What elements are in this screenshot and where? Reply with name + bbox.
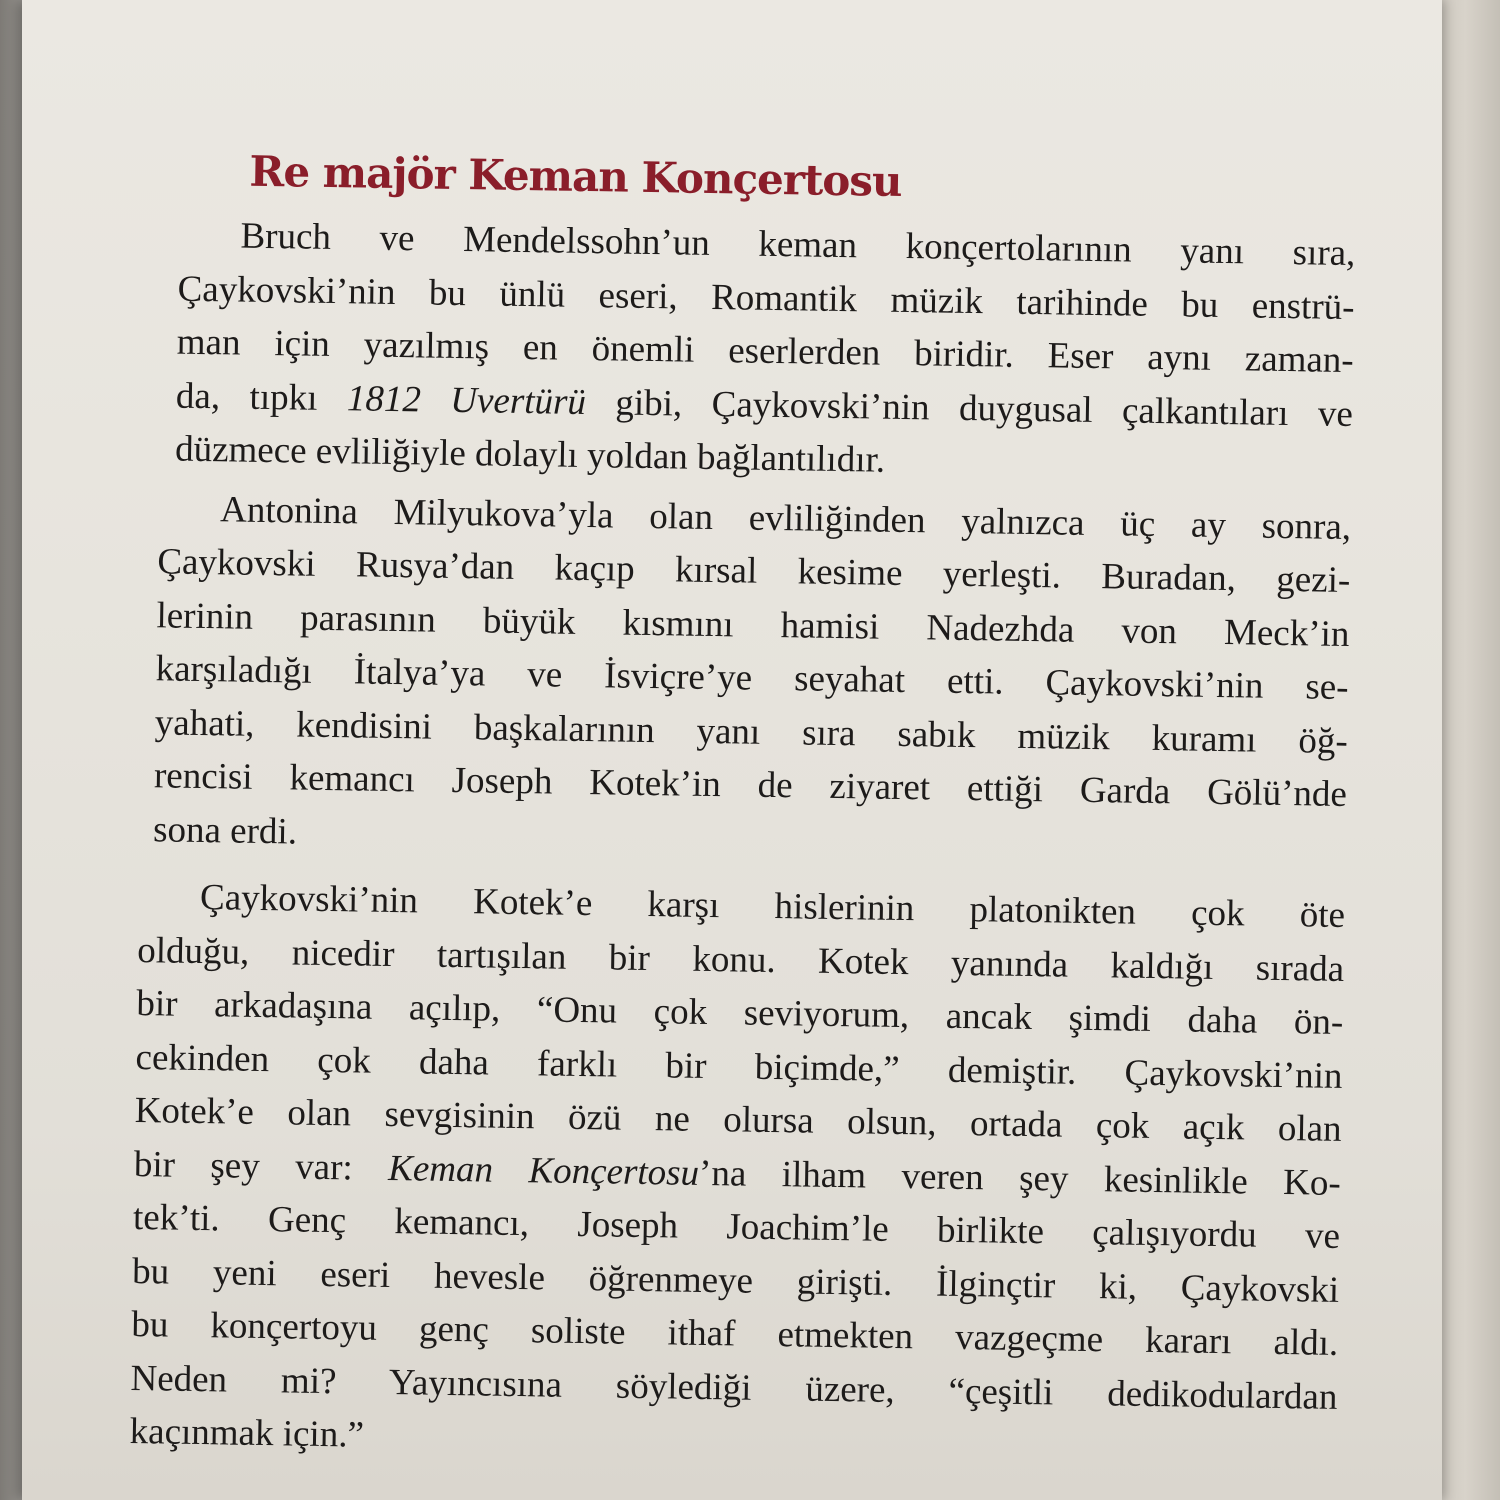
text-line: Bruch ve Mendelssohn’un keman konçertolarının yanı sıra, (240, 215, 1356, 275)
text-line: bir arkadaşına açılıp, “Onu çok seviyorum, ancak şimdi daha ön- (136, 983, 1344, 1043)
paragraph-3 (129, 870, 1345, 1477)
text-line: kaçınmak için.” (129, 1410, 365, 1456)
text-line: bu yeni eseri hevesle öğrenmeye girişti. İlginçtir ki, Çaykovski (131, 1250, 1340, 1311)
text-line: olduğu, nicedir tartışılan bir konu. Kotek yanında kaldığı sırada (136, 929, 1345, 990)
text-line: Çaykovski’nin Kotek’e karşı hislerinin platonikten çok öte (199, 877, 1346, 936)
paragraph-1 (175, 209, 1356, 495)
text-line: sona erdi. (152, 808, 298, 853)
text-line: bu konçertoyu genç soliste ithaf etmekten vazgeçme kararı aldı. (131, 1303, 1339, 1364)
section-title: Re majör Keman Konçertosu (249, 146, 902, 206)
text-line: karşıladığı İtalya’ya ve İsviçre’ye seyahat etti. Çaykovski’nin se- (155, 648, 1349, 709)
text-line: cekinden çok daha farklı bir biçimde,” demiştir. Çaykovski’nin (135, 1036, 1343, 1097)
text-line: Neden mi? Yayıncısına söylediği üzere, “çeşitli dedikodulardan (130, 1357, 1338, 1418)
work-title-italic: Keman Konçertosu (387, 1147, 700, 1194)
text-line: Antonina Milyukova’yla olan evliliğinden yalnızca üç ay sonra, (219, 488, 1352, 548)
text-line: da, tıpkı 1812 Uvertürü gibi, Çaykovski’nin duygusal çalkantıları ve (175, 375, 1354, 435)
text-line: Çaykovski’nin bu ünlü eseri, Romantik müzik tarihinde bu enstrü- (177, 268, 1355, 328)
text-line: man için yazılmış en önemli eserlerden biridir. Eser aynı zaman- (176, 321, 1355, 382)
work-title-italic: 1812 Uvertürü (346, 377, 587, 423)
next-page-edge (1442, 0, 1500, 1500)
text-line: rencisi kemancı Joseph Kotek’in de ziyaret ettiği Garda Gölü’nde (153, 755, 1348, 816)
paragraph-2 (153, 482, 1352, 875)
text-line: lerinin parasının büyük kısmını hamisi Nadezhda von Meck’in (156, 594, 1350, 655)
text-line: bir şey var: Keman Konçertosu’na ilham veren şey kesinlikle Ko- (133, 1143, 1342, 1204)
text-line: yahati, kendisini başkalarının yanı sıra sabık müzik kuramı öğ- (154, 701, 1349, 762)
text-line: tek’ti. Genç kemancı, Joseph Joachim’le birlikte çalışıyordu ve (132, 1196, 1341, 1257)
article-body (121, 140, 1357, 1477)
book-page (22, 0, 1442, 1500)
text-line: Kotek’e olan sevgisinin özü ne olursa olsun, ortada çok açık olan (134, 1090, 1342, 1150)
text-line: düzmece evliliğiyle dolaylı yoldan bağlantılıdır. (174, 428, 886, 481)
text-line: Çaykovski Rusya’dan kaçıp kırsal kesime yerleşti. Buradan, gezi- (157, 541, 1351, 602)
